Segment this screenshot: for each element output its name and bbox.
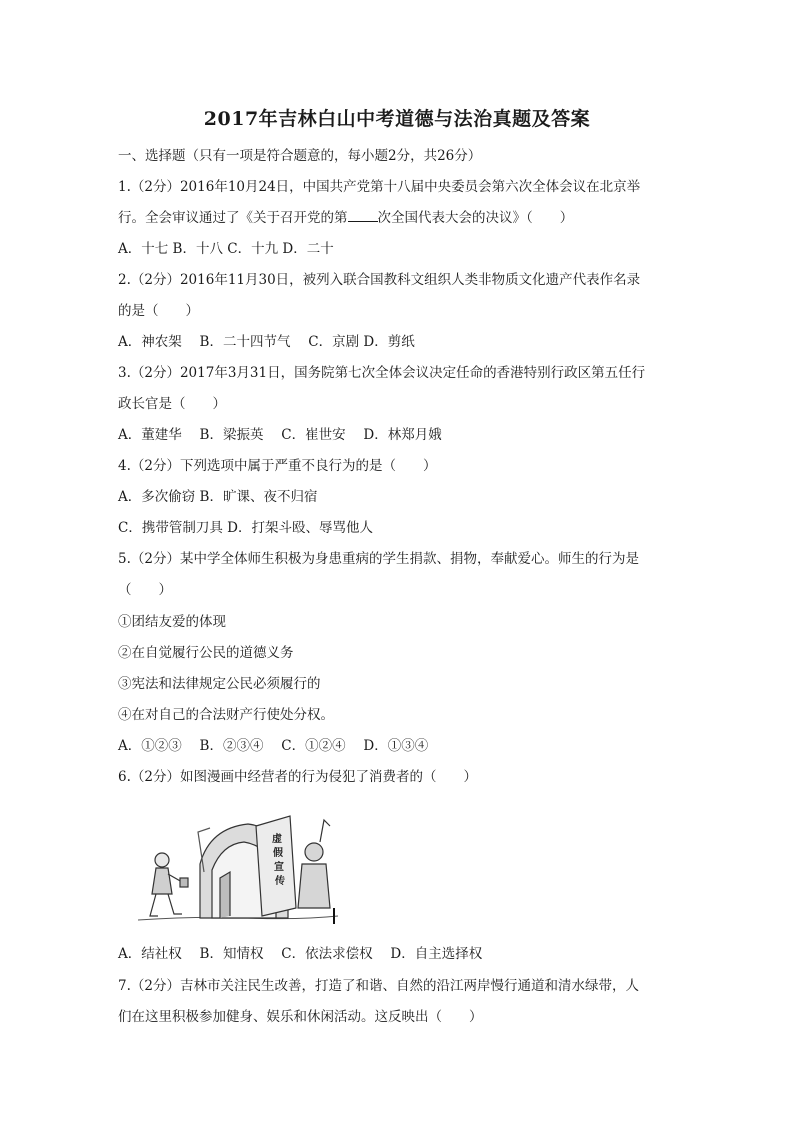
false-advertising-sign (256, 816, 296, 916)
q1-options: A．十七 B．十八 C．十九 D．二十 (118, 241, 334, 257)
sign-char-2: 假 (273, 848, 283, 859)
q1-line-2-part-b: 次全国代表大会的决议》（ ） (377, 210, 574, 226)
q2-line-2: 的是（ ） (118, 303, 199, 319)
q5-statement-1: ①团结友爱的体现 (118, 614, 226, 630)
q3-line-2: 政长官是（ ） (118, 396, 226, 412)
q5-options: A．①②③ B．②③④ C．①②④ D．①③④ (118, 738, 429, 754)
consumer-figure (150, 853, 188, 916)
sign-char-1: 虚 (272, 834, 282, 845)
q6-line-1: 6.（2分）如图漫画中经营者的行为侵犯了消费者的（ ） (118, 769, 477, 785)
q3-line-1: 3.（2分）2017年3月31日，国务院第七次全体会议决定任命的香港特别行政区第五任行 (118, 365, 646, 381)
fill-in-blank (348, 209, 378, 222)
q2-line-1: 2.（2分）2016年11月30日，被列入联合国教科文组织人类非物质文化遗产代表作名录 (118, 272, 641, 288)
q5-line-1: 5.（2分）某中学全体师生积极为身患重病的学生捐款、捐物，奉献爱心。师生的行为是 (118, 551, 639, 567)
q3-options: A．董建华 B．梁振英 C．崔世安 D．林郑月娥 (118, 427, 442, 443)
q7-line-2: 们在这里积极参加健身、娱乐和休闲活动。这反映出（ ） (118, 1009, 483, 1025)
sign-char-3: 宣 (274, 862, 284, 873)
q1-line-1: 1.（2分）2016年10月24日，中国共产党第十八届中央委员会第六次全体会议在北京举 (118, 179, 641, 195)
cartoon-illustration (138, 812, 348, 930)
q4-options-2: C．携带管制刀具 D．打架斗殴、辱骂他人 (118, 520, 373, 536)
q7-line-1: 7.（2分）吉林市关注民生改善，打造了和谐、自然的沿江两岸慢行通道和清水绿带，人 (118, 978, 639, 994)
q5-statement-4: ④在对自己的合法财产行使处分权。 (118, 707, 334, 723)
q1-line-2 (118, 209, 573, 227)
q5-line-2: （ ） (118, 582, 172, 598)
q4-options-1: A．多次偷窃 B．旷课、夜不归宿 (118, 489, 318, 505)
q5-statement-3: ③宪法和法律规定公民必须履行的 (118, 676, 321, 692)
q2-options: A．神农架 B．二十四节气 C．京剧 D．剪纸 (118, 334, 415, 350)
q5-statement-2: ②在自觉履行公民的道德义务 (118, 645, 294, 661)
section-heading: 一、选择题（只有一项是符合题意的，每小题2分，共26分） (118, 148, 482, 164)
page-title: 2017年吉林白山中考道德与法治真题及答案 (203, 108, 591, 130)
q6-options: A．结社权 B．知情权 C．依法求偿权 D．自主选择权 (118, 946, 483, 962)
q1-line-2-part-a: 行。全会审议通过了《关于召开党的第 (118, 210, 348, 226)
seller-figure (298, 820, 330, 908)
sign-char-4: 传 (275, 876, 285, 887)
q4-line-1: 4.（2分）下列选项中属于严重不良行为的是（ ） (118, 458, 437, 474)
